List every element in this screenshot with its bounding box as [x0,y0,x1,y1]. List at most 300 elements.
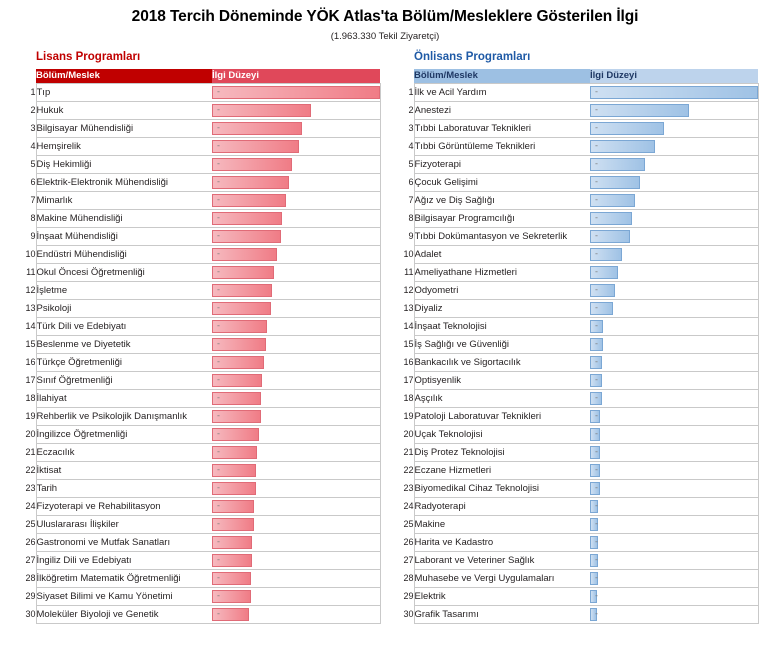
row-bar [590,392,602,405]
row-bar-cell [590,299,758,317]
table-row [14,335,380,353]
row-label: Uçak Teknolojisi [414,425,590,443]
row-bar-cell [212,533,380,551]
table-row [392,515,758,533]
bar-tick-icon: - [595,86,598,97]
column-header-name: Bölüm/Meslek [414,69,590,83]
table-row [392,533,758,551]
table-row [392,191,758,209]
row-bar-cell [590,209,758,227]
table-row [392,281,758,299]
row-bar [212,158,292,171]
bar-tick-icon: - [595,230,598,241]
row-label: Optisyenlik [414,371,590,389]
table-row [14,551,380,569]
table-row [392,227,758,245]
table-row [14,479,380,497]
row-label: İngiliz Dili ve Edebiyatı [36,551,212,569]
row-bar [212,608,249,621]
bar-tick-icon: - [595,122,598,133]
lisans-panel [14,51,380,624]
row-bar [212,554,252,567]
row-label: Fizyoterapi [414,155,590,173]
row-bar [590,86,758,99]
row-bar-cell [212,101,380,119]
row-bar-cell [590,407,758,425]
column-header-value: İlgi Düzeyi [212,69,380,83]
bar-tick-icon: - [217,464,220,475]
row-bar-cell [212,335,380,353]
row-bar [212,446,257,459]
table-header-row [14,69,380,83]
row-bar [590,248,622,261]
table-row [14,83,380,101]
row-bar-cell [212,425,380,443]
bar-tick-icon: - [595,266,598,277]
bar-tick-icon: - [217,356,220,367]
bar-tick-icon: - [595,410,598,421]
bar-tick-icon: - [595,104,598,115]
row-label: Tarih [36,479,212,497]
row-bar [590,536,598,549]
row-rank: 4 [30,141,36,151]
row-rank: 17 [403,375,414,385]
onlisans-panel [392,51,758,624]
row-bar [212,140,299,153]
row-rank: 25 [403,519,414,529]
row-label: Tıbbi Dokümantasyon ve Sekreterlik [414,227,590,245]
row-bar [590,554,598,567]
row-bar-cell [212,83,380,101]
table-row [14,245,380,263]
row-label: Diş Hekimliği [36,155,212,173]
row-rank: 6 [408,177,414,187]
bar-tick-icon: - [595,572,598,583]
row-rank: 23 [403,483,414,493]
row-bar [590,194,635,207]
bar-tick-icon: - [217,554,220,565]
row-rank: 29 [403,591,414,601]
page-title: 2018 Tercih Döneminde YÖK Atlas'ta Bölüm/Mesleklere Gösterilen İlgi [131,8,639,25]
bar-tick-icon: - [595,464,598,475]
row-bar [590,158,645,171]
bar-tick-icon: - [595,500,598,511]
bar-tick-icon: - [217,608,220,619]
row-label: İnşaat Mühendisliği [36,227,212,245]
row-bar-cell [212,605,380,623]
row-rank: 16 [25,357,36,367]
row-bar [212,212,282,225]
row-bar [590,590,597,603]
row-rank: 22 [25,465,36,475]
row-bar-cell [212,479,380,497]
row-bar [590,320,603,333]
row-bar [590,122,664,135]
row-label: Siyaset Bilimi ve Kamu Yönetimi [36,587,212,605]
row-rank: 6 [30,177,36,187]
row-rank: 5 [30,159,36,169]
table-row [14,587,380,605]
row-rank: 13 [403,303,414,313]
row-bar [212,518,254,531]
row-bar [590,428,600,441]
row-label: Diyaliz [414,299,590,317]
row-bar-cell [590,137,758,155]
row-bar [590,608,597,621]
row-rank: 12 [25,285,36,295]
row-label: Bilgisayar Mühendisliği [36,119,212,137]
table-row [392,317,758,335]
bar-tick-icon: - [217,374,220,385]
bar-tick-icon: - [217,158,220,169]
onlisans-table [392,69,759,624]
table-row [392,155,758,173]
table-row [14,497,380,515]
bar-tick-icon: - [595,428,598,439]
row-bar-cell [212,173,380,191]
table-row [14,443,380,461]
row-bar [212,284,272,297]
row-label: Tıbbi Görüntüleme Teknikleri [414,137,590,155]
bar-tick-icon: - [217,86,220,97]
row-bar [212,572,251,585]
row-rank: 7 [30,195,36,205]
rank-header [14,69,36,83]
row-label: Okul Öncesi Öğretmenliği [36,263,212,281]
table-row [392,101,758,119]
table-row [14,605,380,623]
row-label: İlahiyat [36,389,212,407]
row-bar-cell [590,533,758,551]
row-rank: 28 [403,573,414,583]
bar-tick-icon: - [595,590,598,601]
row-bar-cell [590,317,758,335]
row-bar [212,356,264,369]
row-label: Beslenme ve Diyetetik [36,335,212,353]
row-rank: 16 [403,357,414,367]
row-rank: 28 [25,573,36,583]
bar-tick-icon: - [217,248,220,259]
row-label: Laborant ve Veteriner Sağlık [414,551,590,569]
row-label: Ameliyathane Hizmetleri [414,263,590,281]
row-bar-cell [212,191,380,209]
row-bar-cell [590,173,758,191]
row-rank: 29 [25,591,36,601]
row-bar-cell [212,281,380,299]
row-rank: 1 [30,87,36,97]
row-label: İngilizce Öğretmenliği [36,425,212,443]
row-bar [212,536,252,549]
row-rank: 14 [403,321,414,331]
table-row [14,407,380,425]
table-row [14,263,380,281]
row-bar-cell [212,371,380,389]
row-label: Odyometri [414,281,590,299]
row-rank: 18 [25,393,36,403]
table-row [14,173,380,191]
row-label: Bilgisayar Programcılığı [414,209,590,227]
row-rank: 30 [403,609,414,619]
row-bar-cell [590,245,758,263]
row-bar-cell [212,227,380,245]
row-bar [212,302,271,315]
bar-tick-icon: - [217,302,220,313]
row-rank: 24 [25,501,36,511]
row-bar [212,500,254,513]
bar-tick-icon: - [595,338,598,349]
bar-tick-icon: - [217,320,220,331]
table-row [14,371,380,389]
row-label: İktisat [36,461,212,479]
bar-tick-icon: - [595,158,598,169]
row-bar [590,140,655,153]
row-label: Elektrik-Elektronik Mühendisliği [36,173,212,191]
table-row [392,443,758,461]
onlisans-rows [392,83,758,623]
row-label: Bankacılık ve Sigortacılık [414,353,590,371]
bar-tick-icon: - [595,248,598,259]
table-row [392,83,758,101]
table-row [14,281,380,299]
row-bar [590,410,600,423]
table-row [14,515,380,533]
table-row [392,353,758,371]
row-bar [590,230,630,243]
row-rank: 11 [26,267,36,277]
table-row [392,587,758,605]
row-label: Türk Dili ve Edebiyatı [36,317,212,335]
bar-tick-icon: - [217,140,220,151]
row-rank: 21 [403,447,414,457]
row-label: Türkçe Öğretmenliği [36,353,212,371]
row-bar [590,284,615,297]
table-row [14,389,380,407]
row-bar-cell [212,155,380,173]
table-row [392,497,758,515]
row-bar [590,302,613,315]
row-label: Muhasebe ve Vergi Uygulamaları [414,569,590,587]
row-label: Ağız ve Diş Sağlığı [414,191,590,209]
row-rank: 15 [403,339,414,349]
table-row [392,263,758,281]
table-row [14,353,380,371]
row-bar [590,482,600,495]
row-bar-cell [590,515,758,533]
row-bar [212,482,256,495]
row-bar [212,374,262,387]
row-bar-cell [212,515,380,533]
table-row [14,299,380,317]
bar-tick-icon: - [595,446,598,457]
table-row [392,245,758,263]
bar-tick-icon: - [217,212,220,223]
row-bar-cell [212,263,380,281]
table-row [14,317,380,335]
row-label: Makine Mühendisliği [36,209,212,227]
bar-tick-icon: - [217,410,220,421]
row-label: Çocuk Gelişimi [414,173,590,191]
row-label: Tıbbi Laboratuvar Teknikleri [414,119,590,137]
bar-tick-icon: - [595,392,598,403]
table-row [14,101,380,119]
row-rank: 26 [25,537,36,547]
table-row [14,425,380,443]
row-bar-cell [590,497,758,515]
row-rank: 2 [30,105,36,115]
row-rank: 8 [30,213,36,223]
row-label: Harita ve Kadastro [414,533,590,551]
row-label: Elektrik [414,587,590,605]
row-label: Hukuk [36,101,212,119]
row-label: İş Sağlığı ve Güvenliği [414,335,590,353]
row-bar [212,464,256,477]
bar-tick-icon: - [217,230,220,241]
row-bar-cell [212,551,380,569]
row-bar-cell [590,551,758,569]
bar-tick-icon: - [217,446,220,457]
bar-tick-icon: - [595,194,598,205]
table-row [392,461,758,479]
row-bar [590,518,598,531]
row-label: Patoloji Laboratuvar Teknikleri [414,407,590,425]
row-bar [590,446,600,459]
row-bar-cell [212,299,380,317]
row-bar [212,86,380,99]
row-label: İşletme [36,281,212,299]
row-rank: 23 [25,483,36,493]
rank-header [392,69,414,83]
row-rank: 13 [25,303,36,313]
row-bar [590,104,689,117]
row-rank: 20 [25,429,36,439]
row-rank: 1 [408,87,414,97]
row-bar-cell [212,389,380,407]
row-rank: 5 [408,159,414,169]
row-bar [590,374,602,387]
table-row [392,173,758,191]
row-bar-cell [590,101,758,119]
bar-tick-icon: - [595,320,598,331]
bar-tick-icon: - [217,482,220,493]
table-row [392,407,758,425]
row-rank: 4 [408,141,414,151]
bar-tick-icon: - [595,554,598,565]
table-row [14,191,380,209]
row-bar [212,590,251,603]
row-bar [590,500,598,513]
row-rank: 7 [408,195,414,205]
row-label: Hemşirelik [36,137,212,155]
row-label: Mimarlık [36,191,212,209]
row-bar-cell [590,371,758,389]
row-bar-cell [212,137,380,155]
row-label: İlköğretim Matematik Öğretmenliği [36,569,212,587]
row-bar-cell [590,119,758,137]
bar-tick-icon: - [217,194,220,205]
bar-tick-icon: - [217,500,220,511]
row-rank: 10 [403,249,414,259]
row-label: Aşçılık [414,389,590,407]
lisans-rows [14,83,380,623]
row-bar-cell [590,605,758,623]
table-row [392,209,758,227]
row-bar [212,104,311,117]
row-bar-cell [212,245,380,263]
row-label: İlk ve Acil Yardım [414,83,590,101]
row-rank: 3 [408,123,414,133]
row-bar [212,122,302,135]
row-rank: 9 [30,231,36,241]
row-bar [212,248,277,261]
row-label: Fizyoterapi ve Rehabilitasyon [36,497,212,515]
row-label: Psikoloji [36,299,212,317]
row-rank: 18 [403,393,414,403]
row-bar [212,266,274,279]
bar-tick-icon: - [217,590,220,601]
bar-tick-icon: - [595,140,598,151]
row-rank: 30 [25,609,36,619]
row-rank: 8 [408,213,414,223]
row-label: Radyoterapi [414,497,590,515]
row-bar-cell [212,569,380,587]
onlisans-panel-title: Önlisans Programları [414,51,531,63]
row-bar-cell [212,353,380,371]
row-label: Gastronomi ve Mutfak Sanatları [36,533,212,551]
row-rank: 20 [403,429,414,439]
bar-tick-icon: - [595,356,598,367]
row-bar-cell [590,281,758,299]
row-label: Adalet [414,245,590,263]
bar-tick-icon: - [595,302,598,313]
row-label: Eczacılık [36,443,212,461]
table-row [14,119,380,137]
row-bar [590,572,598,585]
row-bar-cell [212,587,380,605]
row-rank: 27 [25,555,36,565]
table-row [14,461,380,479]
row-bar-cell [590,263,758,281]
row-rank: 12 [403,285,414,295]
charts-container [0,42,770,624]
table-row [392,425,758,443]
bar-tick-icon: - [217,176,220,187]
table-row [392,569,758,587]
row-bar [590,212,632,225]
table-row [14,209,380,227]
bar-tick-icon: - [217,536,220,547]
row-bar-cell [590,443,758,461]
row-rank: 19 [25,411,36,421]
row-label: Sınıf Öğretmenliği [36,371,212,389]
row-label: Diş Protez Teknolojisi [414,443,590,461]
row-rank: 21 [25,447,36,457]
table-row [392,551,758,569]
bar-tick-icon: - [595,608,598,619]
column-header-name: Bölüm/Meslek [36,69,212,83]
bar-tick-icon: - [217,122,220,133]
row-bar [212,176,289,189]
row-label: Uluslararası İlişkiler [36,515,212,533]
row-bar [590,464,600,477]
row-bar-cell [590,587,758,605]
table-row [14,137,380,155]
lisans-panel-title: Lisans Programları [36,51,141,63]
bar-tick-icon: - [217,572,220,583]
row-rank: 24 [403,501,414,511]
row-bar-cell [590,155,758,173]
row-label: Anestezi [414,101,590,119]
bar-tick-icon: - [595,176,598,187]
